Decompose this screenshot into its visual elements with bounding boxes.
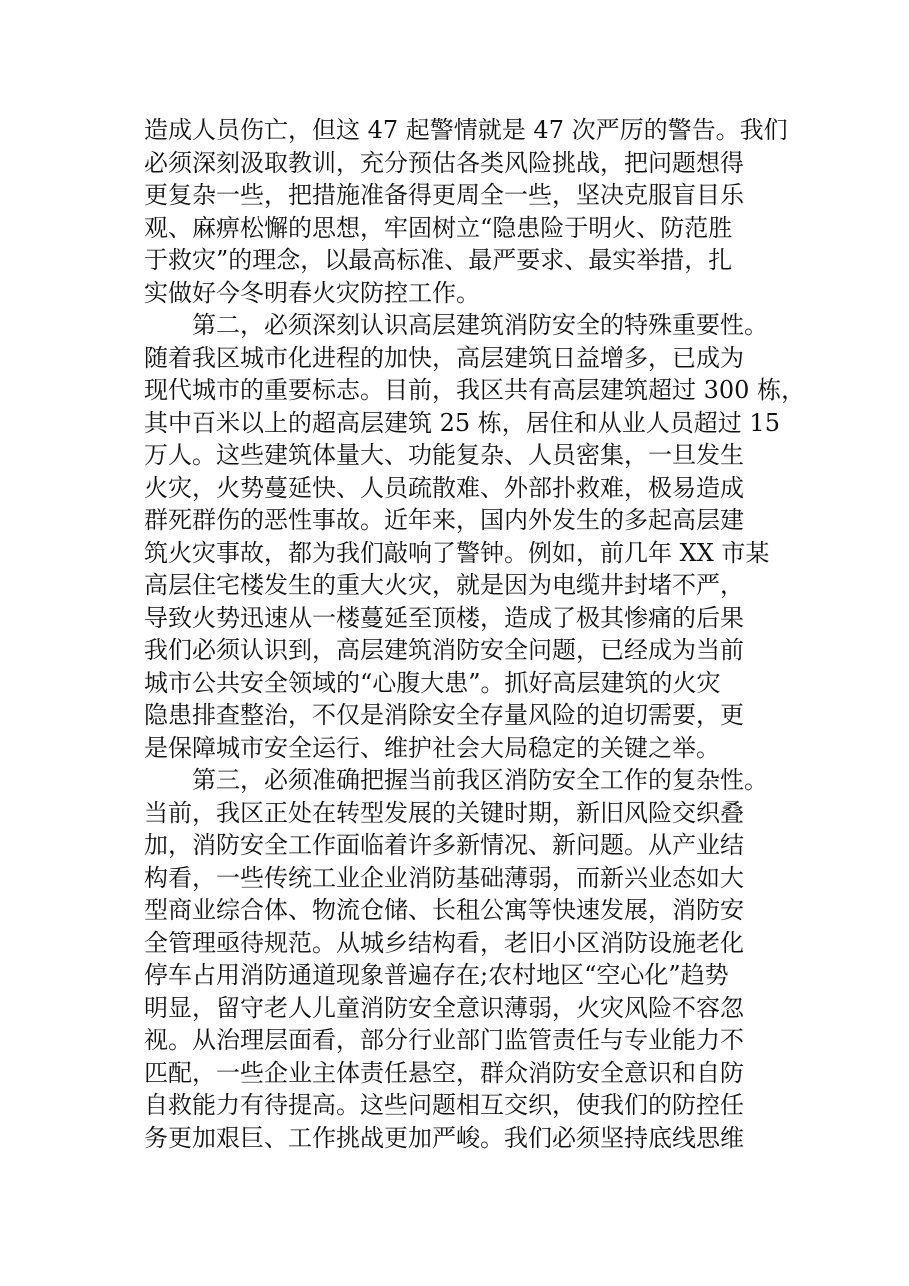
text-line: 构看，一些传统工业企业消防基础薄弱，而新兴业态如大 bbox=[144, 863, 744, 892]
text-line: 隐患排查整治，不仅是消除安全存量风险的迫切需要，更 bbox=[144, 701, 744, 729]
text-line: 群死群伤的恶性事故。近年来，国内外发生的多起高层建 bbox=[144, 506, 744, 534]
text-line: 加，消防安全工作面临着许多新情况、新问题。从产业结 bbox=[144, 831, 744, 859]
text-line: 视。从治理层面看，部分行业部门监管责任与专业能力不 bbox=[144, 1026, 744, 1054]
text-line: 型商业综合体、物流仓储、长租公寓等快速发展，消防安 bbox=[144, 896, 744, 924]
text-line: 务更加艰巨、工作挑战更加严峻。我们必须坚持底线思维 bbox=[144, 1123, 744, 1152]
text-line: 导致火势迅速从一楼蔓延至顶楼，造成了极其惨痛的后果 bbox=[144, 603, 744, 632]
text-line: 城市公共安全领域的“心腹大患”。抓好高层建筑的火灾 bbox=[144, 668, 721, 697]
text-line: 自救能力有待提高。这些问题相互交织，使我们的防控任 bbox=[144, 1091, 744, 1119]
text-line: 现代城市的重要标志。目前，我区共有高层建筑超过 300 栋， bbox=[144, 376, 806, 404]
text-line: 更复杂一些，把措施准备得更周全一些，坚决克服盲目乐 bbox=[144, 181, 744, 209]
text-line: 全管理亟待规范。从城乡结构看，老旧小区消防设施老化 bbox=[144, 928, 744, 957]
text-line: 高层住宅楼发生的重大火灾，就是因为电缆井封堵不严， bbox=[144, 571, 744, 599]
text-line: 火灾，火势蔓延快、人员疏散难、外部扑救难，极易造成 bbox=[144, 473, 744, 502]
text-line: 必须深刻汲取教训，充分预估各类风险挑战，把问题想得 bbox=[144, 148, 744, 177]
text-line: 筑火灾事故，都为我们敲响了警钟。例如，前几年 XX 市某 bbox=[144, 538, 770, 567]
text-line: 我们必须认识到，高层建筑消防安全问题，已经成为当前 bbox=[144, 636, 744, 664]
body-text bbox=[144, 114, 806, 1154]
text-line: 是保障城市安全运行、维护社会大局稳定的关键之举。 bbox=[144, 733, 720, 762]
text-line: 实做好今冬明春火灾防控工作。 bbox=[144, 278, 480, 307]
text-line: 匹配，一些企业主体责任悬空，群众消防安全意识和自防 bbox=[144, 1058, 744, 1087]
text-line: 停车占用消防通道现象普遍存在;农村地区“空心化”趋势 bbox=[144, 961, 729, 989]
text-line: 随着我区城市化进程的加快，高层建筑日益增多，已成为 bbox=[144, 343, 744, 372]
text-line: 于救灾”的理念，以最高标准、最严要求、最实举措，扎 bbox=[144, 246, 733, 274]
text-line: 万人。这些建筑体量大、功能复杂、人员密集，一旦发生 bbox=[144, 441, 744, 469]
text-line: 第三，必须准确把握当前我区消防安全工作的复杂性。 bbox=[144, 766, 768, 794]
text-line: 其中百米以上的超高层建筑 25 栋，居住和从业人员超过 15 bbox=[144, 408, 780, 437]
text-line: 第二，必须深刻认识高层建筑消防安全的特殊重要性。 bbox=[144, 311, 768, 339]
text-line: 明显，留守老人儿童消防安全意识薄弱，火灾风险不容忽 bbox=[144, 993, 744, 1022]
text-line: 当前，我区正处在转型发展的关键时期，新旧风险交织叠 bbox=[144, 798, 744, 827]
text-line: 观、麻痹松懈的思想，牢固树立“隐患险于明火、防范胜 bbox=[144, 213, 733, 242]
text-line: 造成人员伤亡，但这 47 起警情就是 47 次严厉的警告。我们 bbox=[144, 116, 788, 144]
